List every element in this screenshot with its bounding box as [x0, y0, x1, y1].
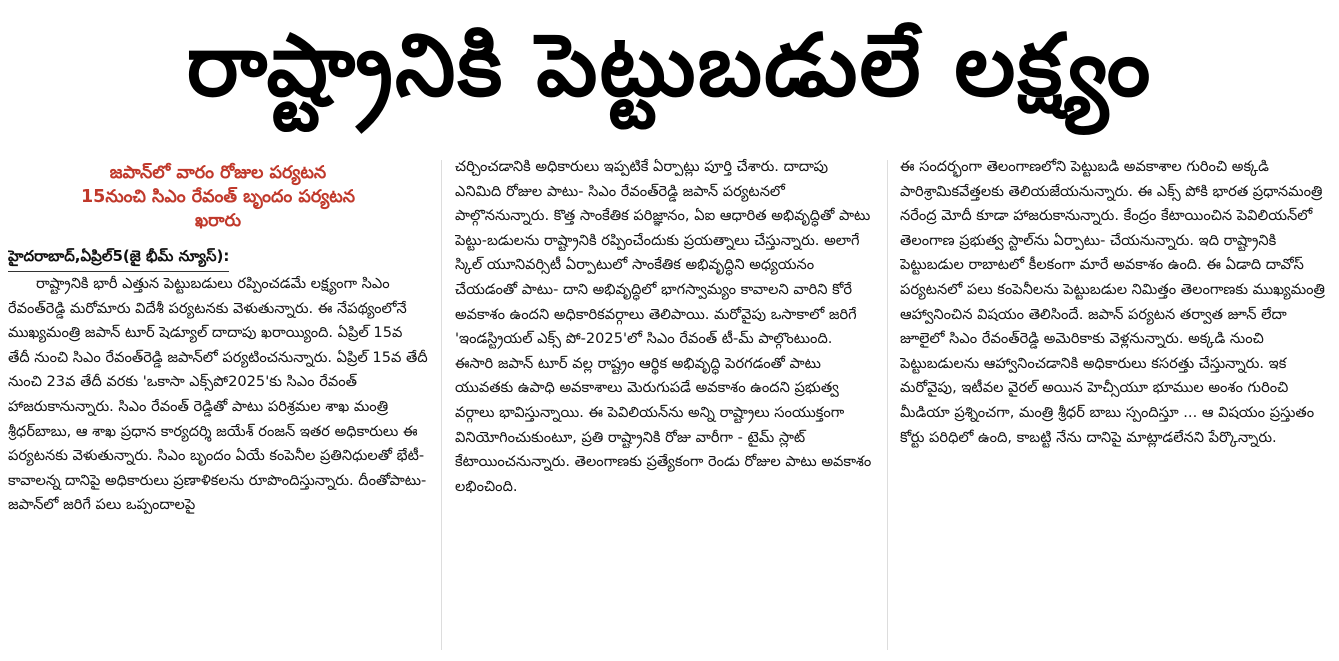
column-3-body: ఈ సందర్భంగా తెలంగాణలోని పెట్టుబడి అవకాశాల గురించి అక్కడి పారిశ్రామికవేత్తలకు తెలియజేయనున్నారు. ఈ ఎక్స్‌ పోకి భారత ప్రధానమంత్రి నరేంద్ర మోదీ కూడా హాజరుకానున్నారు. కేంద్రం కేటాయించిన పెవిలియన్‌లో తెలంగాణ ప్రభుత్వ స్టాల్‌ను ఏర్పాటు- చేయనున్నారు. ఇది రాష్ట్రానికి పెట్టుబడుల రాబాటలో కీలకంగా మారే అవకాశం ఉంది. ఈ ఏడాది దావోస్‌ పర్యటనలో పలు కంపెనీలను పెట్టుబడుల నిమిత్తం తెలంగాణకు ముఖ్యమంత్రి ఆహ్వానించిన విషయం తెలిసిందే. జపాన్‌ పర్యటన తర్వాత జూన్‌ లేదా జూలైలో సిఎం రేవంత్‌రెడ్డి అమెరికాకు వెళ్లనున్నారు. అక్కడి నుంచి పెట్టుబడులను ఆహ్వానించడానికి అధికారులు కసరత్తు చేస్తున్నారు. ఇక మరోవైపు, ఇటీవల వైరల్‌ అయిన హెచ్సీయూ భూముల అంశం గురించి మీడియా ప్రశ్నించగా, మంత్రి శ్రీధర్‌ బాబు స్పందిస్తూ ... ఆ విషయం ప్రస్తుతం కోర్టు పరిధిలో ఉంది, కాబట్టి నేను దానిపై మాట్లాడలేనని పేర్కొన్నారు.: [900, 158, 1325, 446]
article-column-1: [8, 155, 428, 655]
article-column-3: [900, 155, 1332, 655]
subheadline-line-1: జపాన్‌లో వారం రోజుల పర్యటన: [109, 163, 327, 183]
dateline: హైదరాబాద్‌,ఏప్రిల్‌5(జై భీమ్‌ న్యూస్‌):: [8, 245, 229, 272]
column-1-body: రాష్ట్రానికి భారీ ఎత్తున పెట్టుబడులు రప్పించడమే లక్ష్యంగా సిఎం రేవంత్‌రెడ్డి మరోమారు విదేశీ పర్యటనకు వెళుతున్నారు. ఈ నేపథ్యంలోనే ముఖ్యమంత్రి జపాన్‌ టూర్‌ షెడ్యూల్‌ దాదాపు ఖరాయ్యింది. ఏప్రిల్‌ 15వ తేదీ నుంచి సిఎం రేవంత్‌రెడ్డి జపాన్‌లో పర్యటించనున్నారు. ఏప్రిల్‌ 15వ తేదీ నుంచి 23వ తేదీ వరకు 'ఒకాసా ఎక్స్‌పో2025'కు సిఎం రేవంత్‌ హాజరుకానున్నారు. సిఎం రేవంత్‌ రెడ్డితో పాటు పరిశ్రమల శాఖ మంత్రి శ్రీధర్‌బాబు, ఆ శాఖ ప్రధాన కార్యదర్శి జయేశ్‌ రంజన్‌ ఇతర అధికారులు ఈ పర్యటనకు వెళుతున్నారు. సిఎం బృందం ఏయే కంపెనీల ప్రతినిధులతో భేటీ- కావాలన్న దానిపై అధికారులు ప్రణాళికలను రూపొందిస్తున్నారు. దీంతోపాటు- జపాన్‌లో జరిగే పలు ఒప్పందాలపై: [8, 275, 428, 514]
headline: రాష్ట్రానికి పెట్టుబడులే లక్ష్యం: [186, 15, 1153, 116]
subheadline-line-3: ఖరారు: [194, 211, 242, 231]
article-column-2: [455, 155, 875, 655]
subheadline: [8, 155, 428, 233]
column-2-body: చర్చించడానికి అధికారులు ఇప్పటికే ఏర్పాట్లు పూర్తి చేశారు. దాదాపు ఎనిమిది రోజుల పాటు- సిఎం రేవంత్‌రెడ్డి జపాన్‌ పర్యటనలో పాల్గొననున్నారు. కొత్త సాంకేతిక పరిజ్ఞానం, ఏఐ ఆధారిత అభివృద్ధితో పాటు పెట్టు-బడులను రాష్ట్రానికి రప్పించేందుకు ప్రయత్నాలు చేస్తున్నారు. అలాగే స్కిల్‌ యూనివర్సిటీ ఏర్పాటులో సాంకేతిక అభివృద్ధిని అధ్యయనం చేయడంతో పాటు- దాని అభివృద్ధిలో భాగస్వామ్యం కావాలని వారిని కోరే అవకాశం ఉందని అధికారికవర్గాలు తెలిపాయి. మరోవైపు ఒసాకాలో జరిగే 'ఇండస్ట్రియల్‌ ఎక్స్‌ పో-2025'లో సిఎం రేవంత్‌ టీ-మ్‌ పాల్గొంటుంది. ఈసారి జపాన్‌ టూర్‌ వల్ల రాష్ట్రం ఆర్థిక అభివృద్ధి పెరగడంతో పాటు యువతకు ఉపాధి అవకాశాలు మెరుగుపడే అవకాశం ఉందని ప్రభుత్వ వర్గాలు భావిస్తున్నాయి. ఈ పెవిలియన్‌ను అన్ని రాష్ట్రాలు సంయుక్తంగా వినియోగించుకుంటూ, ప్రతి రాష్ట్రానికి రోజు వారీగా - టైమ్‌ స్లాట్‌ కేటాయించనున్నారు. తెలంగాణకు ప్రత్యేకంగా రెండు రోజుల పాటు అవకాశం లభించింది.: [455, 158, 872, 495]
column-divider: [441, 160, 442, 650]
column-divider: [887, 160, 888, 650]
subheadline-line-2: 15నుంచి సిఎం రేవంత్‌ బృందం పర్యటన: [80, 187, 356, 207]
